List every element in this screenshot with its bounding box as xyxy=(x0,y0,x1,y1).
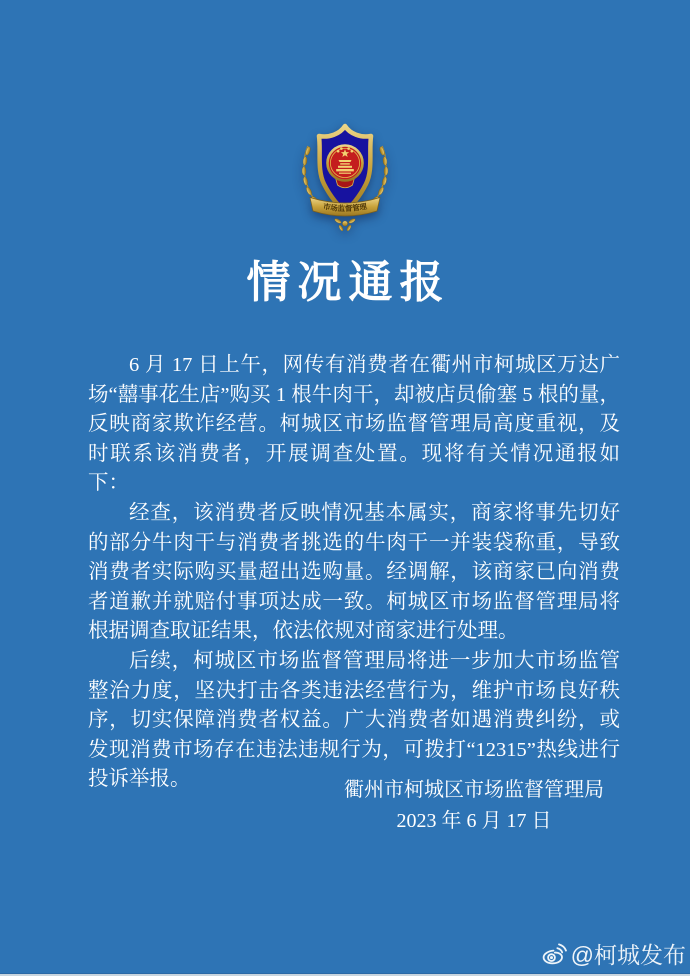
badge-banner-text: 市场监督管理 xyxy=(322,201,368,214)
paragraph-3: 后续，柯城区市场监督管理局将进一步加大市场监管整治力度，坚决打击各类违法经营行为，维护市场良好秩序，切实保障消费者权益。广大消费者如遇消费纠纷，或发现消费市场存在违法违规行为，可拨打“12315”热线进行投诉举报。 xyxy=(88,649,620,791)
notice-body xyxy=(88,351,620,795)
market-supervision-badge xyxy=(295,122,395,234)
watermark-handle: @柯城发布 xyxy=(570,942,686,968)
issuer-name: 衢州市柯城区市场监督管理局 xyxy=(344,779,604,801)
weibo-watermark xyxy=(540,937,686,970)
paragraph-1: 6 月 17 日上午，网传有消费者在衢州市柯城区万达广场“囍事花生店”购买 1 根牛肉干，却被店员偷塞 5 根的量，反映商家欺诈经营。柯城区市场监督管理局高度重视，及时联系该消费者，开展调查处置。现将有关情况通报如下： xyxy=(88,354,620,495)
badge-tassel xyxy=(334,218,356,232)
paragraph-2: 经查，该消费者反映情况基本属实，商家将事先切好的部分牛肉干与消费者挑选的牛肉干一并装袋称重，导致消费者实际购买量超出选购量。经调解，该商家已向消费者道歉并就赔付事项达成一致。柯城区市场监督管理局将根据调查取证结果，依法依规对商家进行处理。 xyxy=(88,501,620,643)
weibo-icon xyxy=(540,941,568,967)
badge-graphic xyxy=(295,122,395,234)
issue-date: 2023 年 6 月 17 日 xyxy=(396,810,552,832)
notice-title: 情况通报 xyxy=(246,258,451,307)
signature-block xyxy=(344,775,604,837)
